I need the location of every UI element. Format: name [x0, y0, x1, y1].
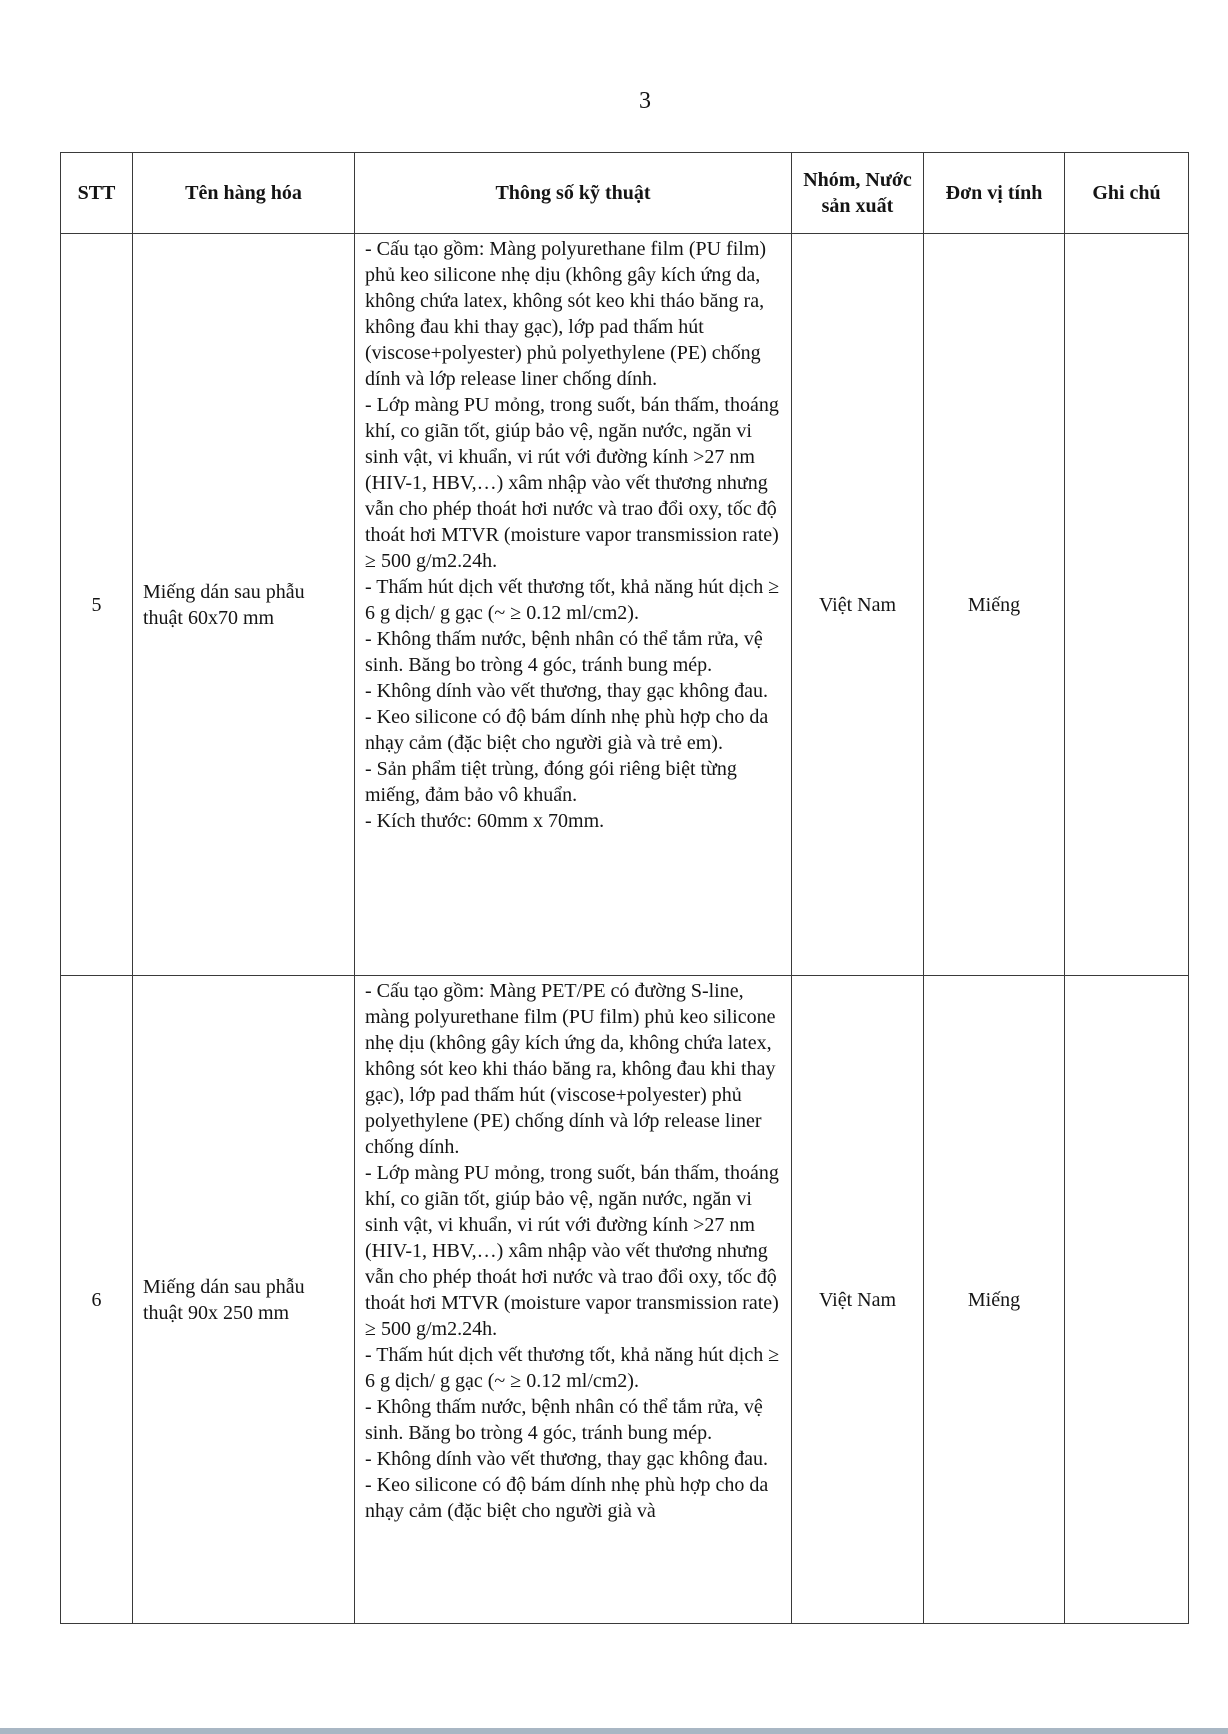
spec-line: - Cấu tạo gồm: Màng polyurethane film (PU film) phủ keo silicone nhẹ dịu (không gây kích ứng da, không chứa latex, không sót keo khi tháo băng ra, không đau khi thay gạc), lớp pad thấm hút (viscose+polyester) phủ polyethylene (PE) chống dính và lớp release liner chống dính. — [365, 238, 767, 390]
spec-line: - Thấm hút dịch vết thương tốt, khả năng hút dịch ≥ 6 g dịch/ g gạc (~ ≥ 0.12 ml/cm2). — [365, 576, 780, 624]
spec-line: - Không thấm nước, bệnh nhân có thể tắm rửa, vệ sinh. Băng bo tròng 4 góc, tránh bung mép. — [365, 1396, 763, 1444]
table-header-row — [61, 153, 1189, 234]
header-name: Tên hàng hóa — [133, 153, 355, 234]
spec-line: - Cấu tạo gồm: Màng PET/PE có đường S-line, màng polyurethane film (PU film) phủ keo silicone nhẹ dịu (không gây kích ứng da, không chứa latex, không sót keo khi tháo băng ra, không đau khi thay gạc), lớp pad thấm hút (viscose+polyester) phủ polyethylene (PE) chống dính và lớp release liner chống dính. — [365, 980, 776, 1158]
spec-line: - Thấm hút dịch vết thương tốt, khả năng hút dịch ≥ 6 g dịch/ g gạc (~ ≥ 0.12 ml/cm2). — [365, 1344, 780, 1392]
row-group: Việt Nam — [792, 976, 924, 1624]
spec-line: - Lớp màng PU mỏng, trong suốt, bán thấm, thoáng khí, co giãn tốt, giúp bảo vệ, ngăn nước, ngăn vi sinh vật, vi khuẩn, vi rút với đường kính >27 nm (HIV-1, HBV,…) xâm nhập vào vết thương nhưng vẫn cho phép thoát hơi nước và trao đổi oxy, tốc độ thoát hơi MTVR (moisture vapor transmission rate) ≥ 500 g/m2.24h. — [365, 1162, 779, 1340]
header-stt: STT — [61, 153, 133, 234]
row-spec — [355, 976, 792, 1624]
row-group: Việt Nam — [792, 234, 924, 976]
table-row — [61, 234, 1189, 976]
row-stt: 5 — [61, 234, 133, 976]
row-unit: Miếng — [924, 976, 1065, 1624]
spec-line: - Kích thước: 60mm x 70mm. — [365, 810, 605, 832]
spec-line: - Không thấm nước, bệnh nhân có thể tắm rửa, vệ sinh. Băng bo tròng 4 góc, tránh bung mép. — [365, 628, 763, 676]
header-unit: Đơn vị tính — [924, 153, 1065, 234]
scan-edge-strip — [0, 1728, 1228, 1734]
row-name: Miếng dán sau phẫu thuật 90x 250 mm — [133, 976, 355, 1624]
row-name: Miếng dán sau phẫu thuật 60x70 mm — [133, 234, 355, 976]
spec-line: - Sản phẩm tiệt trùng, đóng gói riêng biệt từng miếng, đảm bảo vô khuẩn. — [365, 758, 737, 806]
row-stt: 6 — [61, 976, 133, 1624]
spec-line: - Không dính vào vết thương, thay gạc không đau. — [365, 680, 769, 702]
spec-table — [60, 152, 1189, 1624]
row-note — [1065, 976, 1189, 1624]
spec-line: - Keo silicone có độ bám dính nhẹ phù hợp cho da nhạy cảm (đặc biệt cho người già và — [365, 1474, 769, 1522]
header-group: Nhóm, Nước sản xuất — [792, 153, 924, 234]
header-note: Ghi chú — [1065, 153, 1189, 234]
spec-line: - Không dính vào vết thương, thay gạc không đau. — [365, 1448, 769, 1470]
row-note — [1065, 234, 1189, 976]
header-spec: Thông số kỹ thuật — [355, 153, 792, 234]
page-number: 3 — [639, 88, 651, 114]
spec-line: - Keo silicone có độ bám dính nhẹ phù hợp cho da nhạy cảm (đặc biệt cho người già và trẻ em). — [365, 706, 769, 754]
row-unit: Miếng — [924, 234, 1065, 976]
row-spec — [355, 234, 792, 976]
spec-line: - Lớp màng PU mỏng, trong suốt, bán thấm, thoáng khí, co giãn tốt, giúp bảo vệ, ngăn nước, ngăn vi sinh vật, vi khuẩn, vi rút với đường kính >27 nm (HIV-1, HBV,…) xâm nhập vào vết thương nhưng vẫn cho phép thoát hơi nước và trao đổi oxy, tốc độ thoát hơi MTVR (moisture vapor transmission rate) ≥ 500 g/m2.24h. — [365, 394, 779, 572]
table-row — [61, 976, 1189, 1624]
